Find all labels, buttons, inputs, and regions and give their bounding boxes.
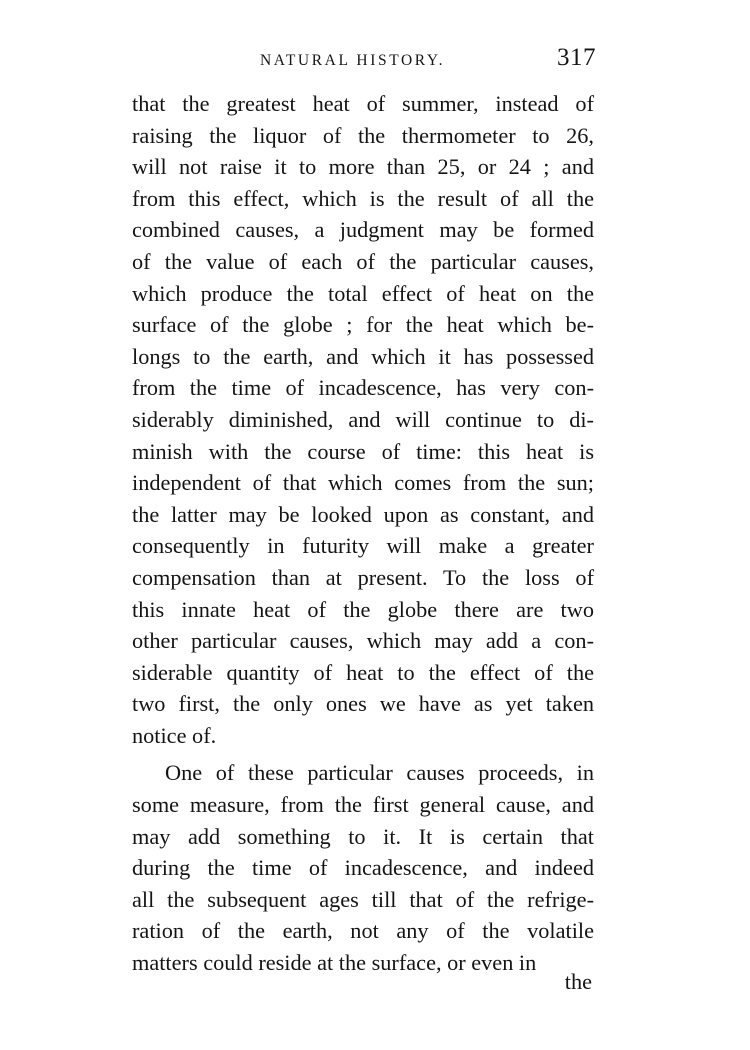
paragraph	[132, 88, 594, 751]
text-line: surface of the globe ; for the heat which be-	[132, 312, 594, 338]
running-title: NATURAL HISTORY.	[260, 52, 446, 69]
text-line: from this effect, which is the result of all the	[132, 185, 594, 211]
text-line: ration of the earth, not any of the volatile	[132, 918, 594, 944]
text-line: raising the liquor of the thermometer to 26,	[132, 122, 594, 148]
text-line: this innate heat of the globe there are two	[132, 596, 594, 622]
text-line: matters could reside at the surface, or even in	[132, 950, 537, 976]
text-line: consequently in futurity will make a greater	[132, 533, 594, 559]
text-line: independent of that which comes from the sun;	[132, 470, 594, 496]
text-line: siderably diminished, and will continue to di-	[132, 406, 594, 432]
text-line: siderable quantity of heat to the effect of the	[132, 659, 594, 685]
text-line: minish with the course of time: this heat is	[132, 438, 594, 464]
text-line: other particular causes, which may add a con-	[132, 628, 594, 654]
text-line: during the time of incadescence, and indeed	[132, 855, 594, 881]
text-line: which produce the total effect of heat on the	[132, 280, 594, 306]
text-line: two first, the only ones we have as yet taken	[132, 691, 594, 717]
text-line: One of these particular causes proceeds, in	[165, 760, 594, 786]
text-line: the latter may be looked upon as constant, and	[132, 501, 594, 527]
catchword: the	[564, 969, 592, 994]
text-line: all the subsequent ages till that of the refrige-	[132, 886, 594, 912]
text-line: longs to the earth, and which it has possessed	[132, 343, 594, 369]
text-line: from the time of incadescence, has very con-	[132, 375, 594, 401]
text-line: may add something to it. It is certain that	[132, 823, 594, 849]
text-line: some measure, from the first general cause, and	[132, 792, 594, 818]
page-number: 317	[557, 44, 596, 71]
text-line: will not raise it to more than 25, or 24 ; and	[132, 154, 594, 180]
paragraph	[132, 757, 594, 978]
text-line: of the value of each of the particular causes,	[132, 248, 594, 274]
body-text	[132, 88, 594, 979]
text-line: combined causes, a judgment may be formed	[132, 217, 594, 243]
text-line: compensation than at present. To the loss of	[132, 564, 594, 590]
text-line: notice of.	[132, 722, 217, 748]
running-head	[132, 44, 598, 78]
text-line: that the greatest heat of summer, instead of	[132, 91, 594, 116]
